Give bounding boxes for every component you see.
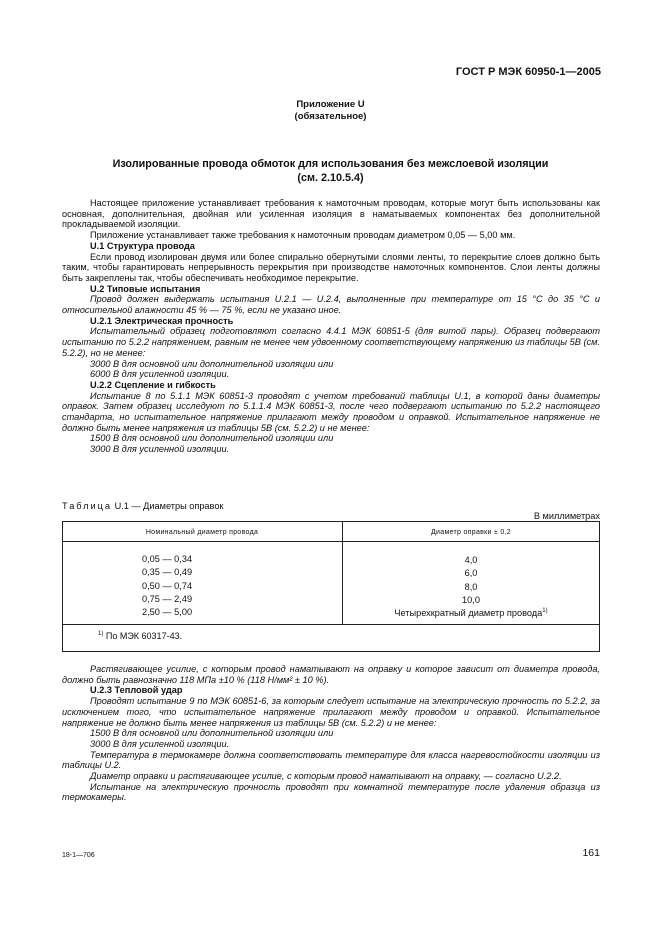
table-footnote (98, 631, 182, 642)
table-body-rule (62, 624, 600, 625)
paragraph-diameter-range: Приложение устанавливает также требования к намоточным проводам диаметром 0,05 — 5,00 мм. (90, 230, 516, 241)
table-border-left (62, 521, 63, 652)
mandrel-diameters (342, 554, 600, 620)
voltage-reinforced-1: 6000 В для усиленной изоляции. (90, 369, 230, 380)
table-row-mandrel: 8,0 (464, 581, 478, 592)
col-header-wire: Номинальный диаметр провода (145, 529, 259, 536)
table-row-mandrel-last (342, 607, 600, 620)
table-row-wire: 0,35 — 0,49 (142, 567, 193, 578)
title-line-2: (см. 2.10.5.4) (297, 172, 364, 184)
title-line-1: Изолированные провода обмоток для использования без межслоевой изоляции (112, 158, 549, 170)
page-number: 161 (582, 847, 600, 859)
standard-header: ГОСТ Р МЭК 60950-1—2005 (455, 66, 601, 78)
voltage-basic-3: 1500 В для основной или дополнительной изоляции или (90, 728, 334, 739)
paragraph-mandrel-tension: Диаметр оправки и растягивающее усилие, с которым провод наматывают на оправку, — согласно U.2.2. (90, 771, 562, 782)
bottom-section (62, 664, 600, 803)
table-border-top (62, 521, 600, 522)
table-caption (62, 501, 223, 512)
table-header-rule (62, 541, 600, 542)
paragraph-room-temperature: Испытание на электрическую прочность проводят при комнатной температуре после удаления образца из термокамеры. (62, 781, 600, 803)
footnote-text: По МЭК 60317-43. (105, 631, 183, 641)
voltage-reinforced-3: 3000 В для усиленной изоляции. (90, 738, 230, 749)
heading-u22: U.2.2 Сцепление и гибкость (90, 379, 216, 390)
heading-u1: U.1 Структура провода (90, 240, 195, 251)
table-row-wire: 0,75 — 2,49 (142, 593, 193, 604)
voltage-basic-1: 3000 В для основной или дополнительной изоляции или (90, 358, 334, 369)
heading-u21: U.2.1 Электрическая прочность (90, 315, 234, 326)
table-row-wire: 2,50 — 5,00 (142, 607, 193, 618)
paragraph-wire-structure: Если провод изолирован двумя или более спирально обернутыми слоями ленты, то перекрытие слоев должно быть таким, чтобы гарантировать непрерывность перекрытия при производстве намоточных компонентов. Слои ленты должны быть закреплены так, чтобы обеспечивать необходимое перекрытие. (62, 251, 600, 283)
table-caption-text: U.1 — Диаметры оправок (114, 501, 224, 511)
heading-u2: U.2 Типовые испытания (90, 283, 201, 294)
voltage-reinforced-2: 3000 В для усиленной изоляции. (90, 444, 230, 455)
voltage-basic-2: 1500 В для основной или дополнительной изоляции или (90, 433, 334, 444)
table-row-mandrel: 10,0 (462, 594, 480, 605)
paragraph-electric-strength: Испытательный образец подготовляют согласно 4.4.1 МЭК 60851-5 (для витой пары). Образец подвергают испытанию по 5.2.2 напряжением, равным не менее чем удвоенному соответствующему напряжению из таблицы 5В (см. 5.2.2), но не менее: (62, 326, 600, 358)
table-caption-word: Таблица (62, 501, 113, 511)
table-row-mandrel: 6,0 (464, 568, 478, 579)
paragraph-tension: Растягивающее усилие, с которым провод наматывают на оправку и которое зависит от диаметра провода, должно быть равнозначно 118 МПа ±10 % (118 Н/мм² ± 10 %). (62, 664, 600, 685)
paragraph-adhesion: Испытание 8 по 5.1.1 МЭК 60851-3 проводят с учетом требований таблицы U.1, в которой даны диаметры оправок. Затем образец исследуют по 5.1.1.4 МЭК 60851-3, после чего подвергают испытанию по 5.2.2 настоящего стандарта, но испытательное напряжение прилагают между проводом и оправкой. Испытательное напряжение не должно быть менее напряжения из таблицы 5В (см. 5.2.2) и не менее: (62, 390, 600, 433)
footnote-ref: 1) (542, 608, 548, 615)
paragraph-chamber-temperature: Температура в термокамере должна соответствовать температуре для класса нагревостойкости изоляции из таблицы U.2. (62, 749, 600, 771)
paragraph-type-tests: Провод должен выдержать испытания U.2.1 — U.2.4, выполненные при температуре от 15 °С до 35 °С и относительной влажности 45 % — 75 %, если не указано иное. (62, 294, 600, 316)
footnote-mark: 1) (98, 631, 104, 637)
table-row-wire: 0,05 — 0,34 (142, 554, 193, 564)
appendix-name: Приложение U (296, 99, 365, 110)
print-code: 18-1—706 (62, 852, 95, 859)
heading-u23: U.2.3 Тепловой удар (90, 685, 183, 696)
top-section (62, 198, 600, 455)
paragraph-intro: Настоящее приложение устанавливает требования к намоточным проводам, которые могут быть использованы как основная, дополнительная, двойная или усиленная изоляция в наматываемых компонентах без дополнительной прокладываемой изоляции. (62, 198, 600, 230)
table-row-wire: 0,50 — 0,74 (142, 580, 193, 591)
table-row-mandrel: 4,0 (464, 555, 478, 565)
wire-diameters (142, 553, 262, 619)
paragraph-heat-shock: Проводят испытание 9 по МЭК 60851-6, за которым следует испытание на электрическую прочность по 5.2.2, за исключением того, что испытательное напряжение прилагают между проводом и оправкой. Испытательное напряжение не должно быть менее напряжения из таблицы 5В (см. 5.2.2) и не менее: (62, 696, 600, 728)
table-border-bottom (62, 651, 600, 652)
col-header-mandrel: Диаметр оправки ± 0,2 (431, 529, 511, 536)
table-unit: В миллиметрах (533, 511, 600, 521)
appendix-status: (обязательное) (294, 111, 367, 122)
table-row-mandrel: Четырехкратный диаметр провода (394, 608, 543, 619)
